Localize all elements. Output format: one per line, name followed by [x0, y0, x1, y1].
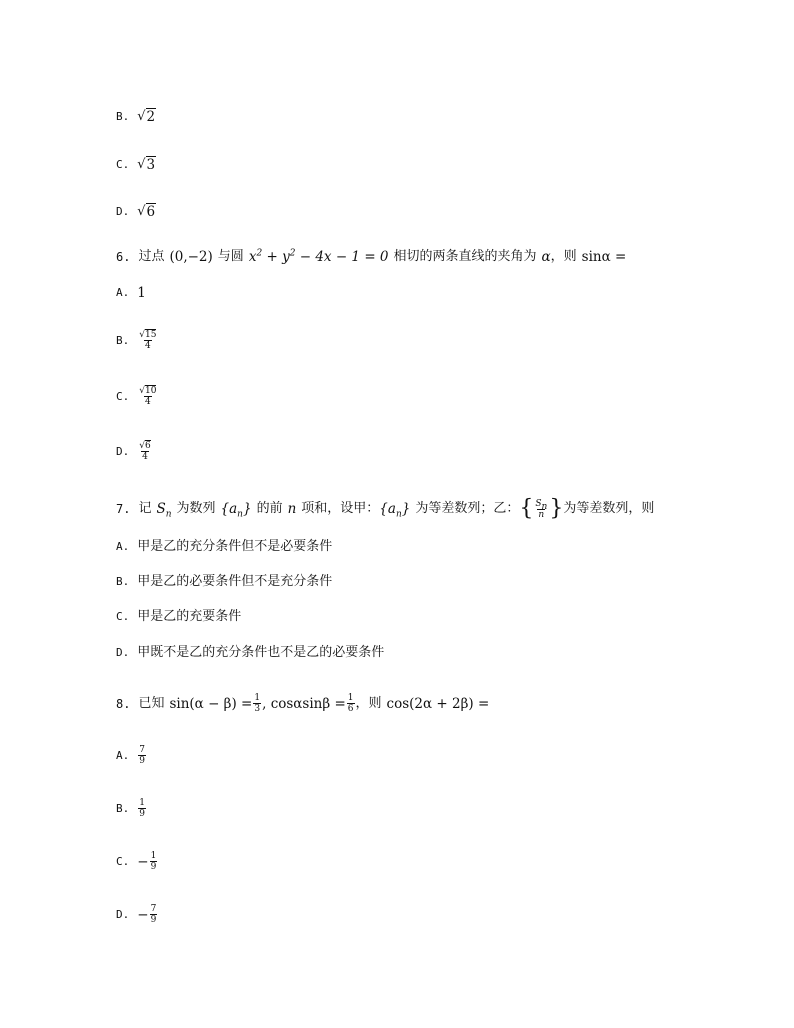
stem-text: 为等差数列；乙：: [415, 501, 520, 516]
q8-option-d: [116, 904, 158, 925]
option-label: C.: [116, 389, 130, 403]
q7-option-d: [116, 645, 384, 661]
q5-option-c: [116, 156, 156, 173]
q8-option-a: [116, 745, 147, 766]
option-label: A.: [116, 748, 130, 762]
radical-sign: √: [137, 157, 146, 172]
stem-text: ，则: [355, 695, 382, 711]
radicand: 6: [146, 204, 156, 220]
option-label: C.: [116, 157, 130, 171]
right-brace: }: [549, 496, 564, 521]
left-brace: {: [519, 496, 534, 521]
option-text: 甲是乙的充分条件但不是必要条件: [137, 539, 333, 554]
fraction: [138, 386, 157, 407]
fraction-numerator: √10: [139, 386, 157, 396]
sqrt-expression: [137, 156, 156, 173]
option-text: 甲是乙的充要条件: [137, 609, 242, 624]
sqrt-expression: [137, 108, 156, 125]
sn-symbol: $S_n$: [156, 501, 172, 520]
option-text: 甲既不是乙的充分条件也不是乙的必要条件: [137, 645, 385, 660]
option-label: B.: [116, 333, 130, 347]
stem-text: 已知: [138, 695, 165, 711]
fraction: $\frac{7}{9}$: [150, 904, 157, 925]
option-label: C.: [116, 610, 130, 623]
question-number: 6.: [116, 250, 131, 264]
q6-option-d: [116, 441, 153, 462]
fraction: [138, 441, 151, 462]
fraction: $\frac{1}{3}$: [254, 693, 261, 714]
radical-sign: √: [137, 204, 146, 219]
question-number: 7.: [116, 502, 131, 516]
q8-option-c: [116, 851, 158, 872]
q6-option-b: [116, 330, 158, 351]
q8-stem: [116, 693, 489, 714]
fraction-numerator: √6: [139, 441, 151, 451]
option-label: D.: [116, 204, 130, 218]
cos-expression: cos(2α + 2β) =: [386, 695, 490, 712]
sequence-symbol: $\{a_n\}$: [220, 501, 252, 520]
radical-sign: √: [137, 109, 146, 124]
q5-option-d: [116, 203, 156, 220]
stem-text: 相切的两条直线的夹角为: [393, 249, 537, 264]
option-label: A.: [116, 540, 130, 553]
fraction-denominator: 4: [142, 452, 148, 462]
option-label: B.: [116, 109, 130, 123]
option-label: D.: [116, 444, 130, 458]
stem-text: 为数列: [176, 501, 216, 516]
q7-stem: [116, 498, 654, 520]
fraction-denominator: 4: [144, 341, 151, 351]
q6-option-c: [116, 386, 158, 407]
q6-option-a: [116, 285, 146, 301]
point-expression: (0,−2): [169, 249, 213, 265]
minus-sign: −: [137, 906, 149, 923]
stem-text: 项和，设甲：: [301, 501, 380, 516]
option-label: A.: [116, 286, 130, 299]
q6-stem: [116, 249, 626, 265]
q5-option-b: [116, 108, 156, 125]
fraction: $\frac{1}{6}$: [347, 693, 354, 714]
sin-alpha-expression: sinα =: [581, 249, 627, 265]
fraction: [138, 330, 157, 351]
option-label: C.: [116, 854, 130, 868]
option-value: 1: [137, 285, 146, 301]
q8-option-b: [116, 798, 147, 819]
option-label: B.: [116, 575, 130, 588]
q7-option-c: [116, 609, 241, 625]
stem-text: 为等差数列，则: [563, 501, 655, 516]
option-label: D.: [116, 646, 130, 659]
radicand: 2: [146, 109, 156, 125]
sequence-symbol: $\{a_n\}$: [379, 501, 411, 520]
alpha-symbol: α: [541, 249, 551, 265]
fraction: $\frac{1}{9}$: [150, 851, 157, 872]
stem-text: 过点: [138, 249, 165, 264]
q7-option-a: [116, 539, 332, 555]
option-text: 甲是乙的必要条件但不是充分条件: [137, 574, 333, 589]
option-label: B.: [116, 801, 130, 815]
stem-text: 记: [138, 501, 152, 516]
fraction-denominator: 4: [144, 397, 151, 407]
radicand: 3: [146, 157, 156, 173]
question-number: 8.: [116, 696, 131, 711]
stem-text: 的前: [256, 501, 283, 516]
cos-sin-expression: , cosαsinβ =: [262, 695, 346, 712]
q7-option-b: [116, 574, 332, 590]
option-label: D.: [116, 907, 130, 921]
sin-expression: sin(α − β) =: [169, 695, 253, 712]
stem-text: ，则: [550, 249, 577, 264]
fraction-numerator: √15: [139, 330, 157, 340]
fraction: $\frac{7}{9}$: [139, 745, 145, 766]
circle-equation: $x^2 + y^2 - 4x - 1 = 0$: [248, 248, 389, 265]
sqrt-expression: [137, 203, 156, 220]
stem-text: 与圆: [217, 249, 244, 264]
fraction: $\frac{1}{9}$: [139, 798, 145, 819]
n-symbol: n: [287, 501, 297, 517]
sn-over-n-fraction: $\frac{S_n}{n}$: [535, 498, 548, 520]
minus-sign: −: [137, 853, 149, 870]
